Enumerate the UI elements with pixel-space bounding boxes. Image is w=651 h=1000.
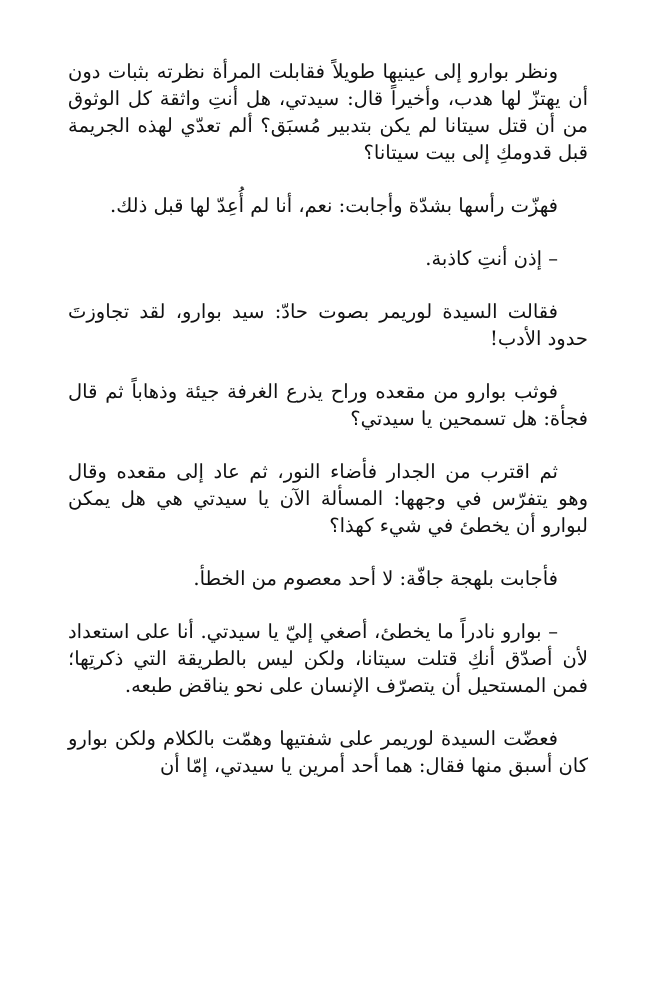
- paragraph-3: – إذن أنتِ كاذبة.: [425, 247, 558, 270]
- paragraph-6: ثم اقترب من الجدار فأضاء النور، ثم عاد إلى مقعده وقال وهو يتفرّس في وجهها: المسألة الآن يا سيدتي هي هل يمكن لبوارو أن يخطئ في شيء كهذا؟: [68, 460, 588, 537]
- paragraph-5: فوثب بوارو من مقعده وراح يذرع الغرفة جيئة وذهاباً ثم قال فجأة: هل تسمحين يا سيدتي؟: [68, 380, 588, 430]
- paragraph-9: فعضّت السيدة لوريمر على شفتيها وهمّت بالكلام ولكن بوارو كان أسبق منها فقال: هما أحد أمرين يا سيدتي، إمّا أن: [68, 727, 588, 777]
- paragraph-4: فقالت السيدة لوريمر بصوت حادّ: سيد بوارو، لقد تجاوزتَ حدود الأدب!: [68, 300, 588, 350]
- paragraph-1: ونظر بوارو إلى عينيها طويلاً فقابلت المرأة نظرته بثبات دون أن يهتزّ لها هدب، وأخيراً قال: سيدتي، هل أنتِ واثقة كل الوثوق من أن قتل سيتانا لم يكن بتدبير مُسبَق؟ ألم تعدّي لهذه الجريمة قبل قدومكِ إلى بيت سيتانا؟: [68, 60, 588, 164]
- paragraph-8: – بوارو نادراً ما يخطئ، أصغي إليّ يا سيدتي. أنا على استعداد لأن أصدّق أنكِ قتلت سيتانا، ولكن ليس بالطريقة التي ذكرتِها؛ فمن المستحيل أن يتصرّف الإنسان على نحو يناقض طبعه.: [68, 620, 588, 697]
- book-page: [68, 58, 588, 805]
- paragraph-7: فأجابت بلهجة جافّة: لا أحد معصوم من الخطأ.: [193, 567, 558, 590]
- paragraph-2: فهزّت رأسها بشدّة وأجابت: نعم، أنا لم أُعِدّ لها قبل ذلك.: [110, 194, 558, 217]
